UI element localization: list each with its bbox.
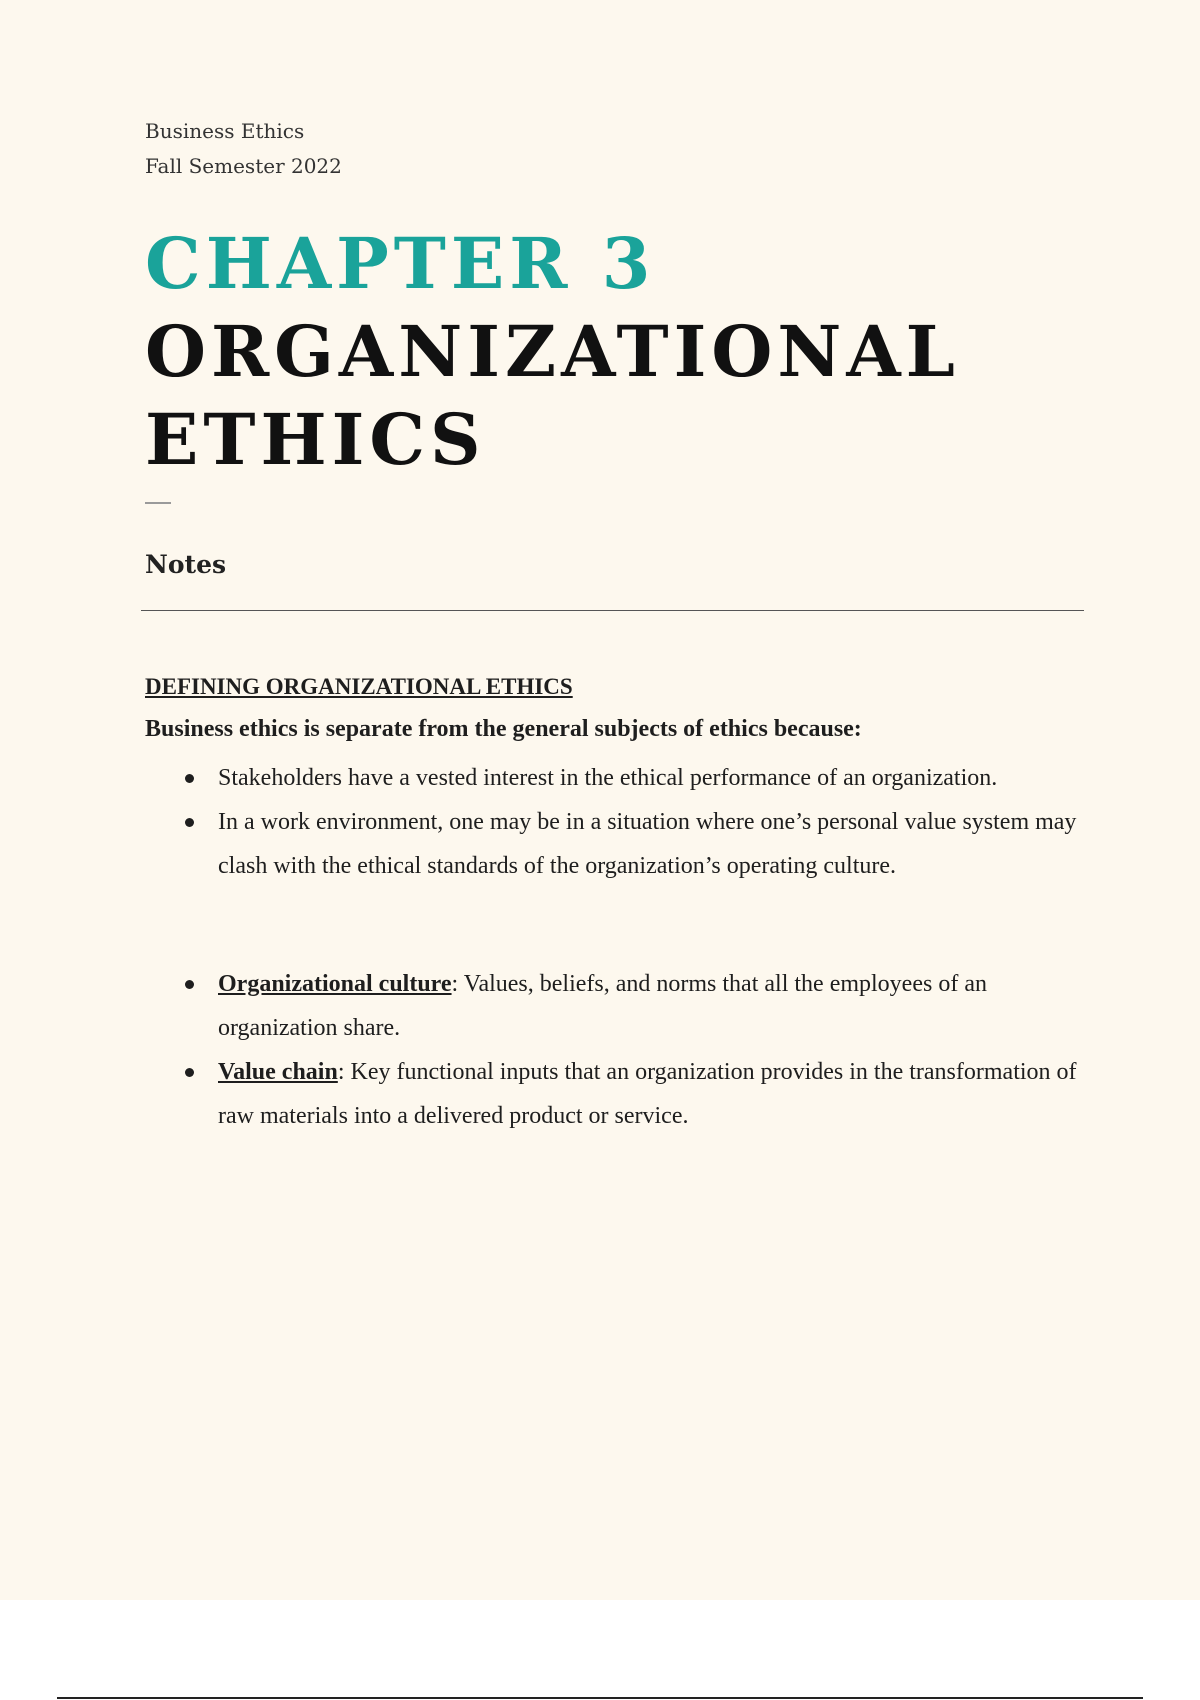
list-item <box>145 756 1090 800</box>
notes-label: Notes <box>145 550 227 579</box>
section-lead: Business ethics is separate from the general subjects of ethics because: <box>145 716 862 742</box>
definition-list <box>145 962 1090 1138</box>
bullet-icon <box>185 980 194 989</box>
document-header <box>145 114 342 184</box>
chapter-title <box>145 220 960 484</box>
horizontal-rule <box>141 610 1084 611</box>
page-footer-rule <box>57 1697 1143 1699</box>
definition-text: : Values, beliefs, and norms that all the employees of an organization share. <box>218 971 987 1041</box>
chapter-title-line-1: ORGANIZATIONAL <box>145 310 960 393</box>
definition-term: Organizational culture <box>218 971 452 997</box>
definition-term: Value chain <box>218 1059 338 1085</box>
list-item <box>145 800 1090 888</box>
definition-text: : Key functional inputs that an organization provides in the transformation of raw materials into a delivered product or service. <box>218 1059 1077 1129</box>
title-divider-dash <box>145 502 171 504</box>
bullet-icon <box>185 774 194 783</box>
chapter-number: CHAPTER 3 <box>145 222 656 305</box>
list-item-text: Stakeholders have a vested interest in the ethical performance of an organization. <box>218 765 998 791</box>
bullet-list <box>145 756 1090 888</box>
course-name: Business Ethics <box>145 119 305 143</box>
list-item-text: In a work environment, one may be in a situation where one’s personal value system may clash with the ethical standards of the organization’s operating culture. <box>218 809 1077 879</box>
chapter-title-line-2: ETHICS <box>145 398 486 481</box>
definition-item <box>145 1050 1090 1138</box>
bullet-icon <box>185 818 194 827</box>
semester-label: Fall Semester 2022 <box>145 154 342 178</box>
spacer <box>145 888 1090 962</box>
section-heading: DEFINING ORGANIZATIONAL ETHICS <box>145 674 573 699</box>
notes-content <box>145 670 1090 1138</box>
bullet-icon <box>185 1068 194 1077</box>
definition-item <box>145 962 1090 1050</box>
